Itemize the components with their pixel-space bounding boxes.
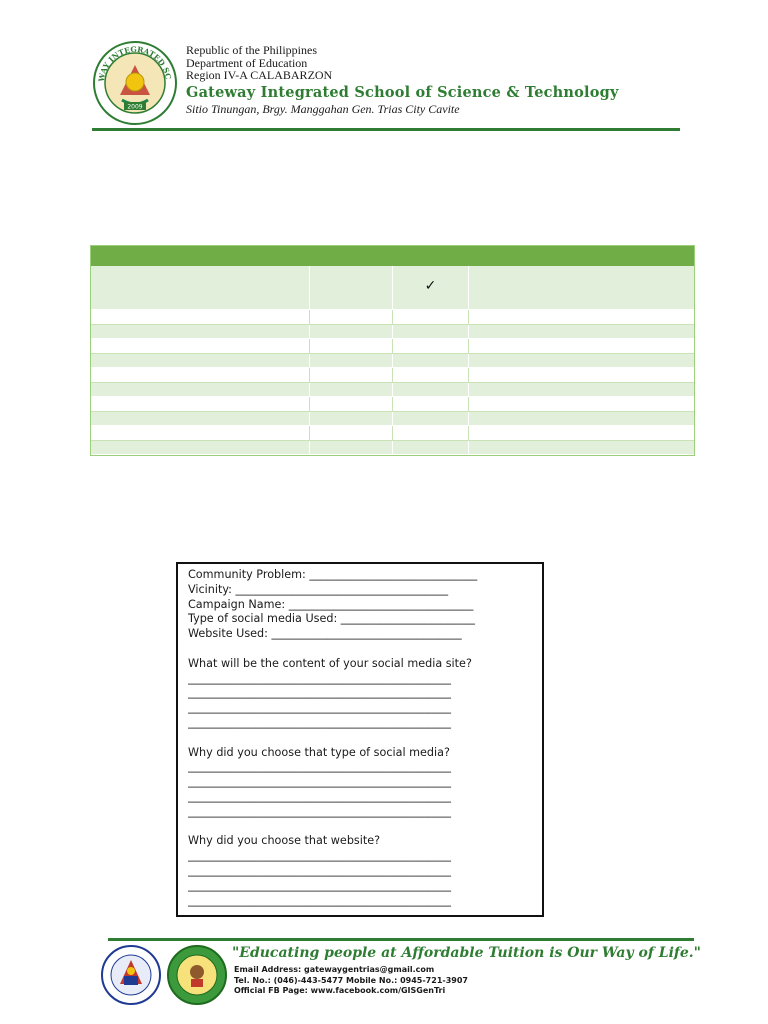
table-header	[91, 246, 694, 266]
phone-numbers: Tel. No.: (046)-443-5477 Mobile No.: 0945-721-3907	[234, 975, 468, 985]
data-table	[90, 245, 695, 456]
social-media-type-field[interactable]: Type of social media Used: ________________________	[188, 612, 476, 626]
answer-line[interactable]: _______________________________________________	[188, 701, 451, 715]
answer-line[interactable]: _______________________________________________	[188, 863, 451, 877]
website-used-field[interactable]: Website Used: __________________________________	[188, 627, 462, 641]
department-line: Department of Education	[186, 55, 308, 70]
answer-line[interactable]: _______________________________________________	[188, 878, 451, 892]
answer-line[interactable]: _______________________________________________	[188, 686, 451, 700]
answer-line[interactable]: _______________________________________________	[188, 804, 451, 818]
question-social-media: Why did you choose that type of social media?	[188, 745, 450, 759]
answer-line[interactable]: _______________________________________________	[188, 671, 451, 685]
school-name: Gateway Integrated School of Science & Technology	[186, 83, 619, 101]
question-website: Why did you choose that website?	[188, 834, 381, 848]
answer-line[interactable]: _______________________________________________	[188, 775, 451, 789]
contact-info	[234, 965, 468, 997]
table-row	[91, 397, 694, 412]
campaign-form	[176, 562, 544, 917]
campaign-name-field[interactable]: Campaign Name: _________________________________	[188, 597, 474, 611]
school-seal	[166, 944, 228, 1006]
table-row	[91, 383, 694, 398]
republic-line: Republic of the Philippines	[186, 43, 317, 57]
facebook-page: Official FB Page: www.facebook.com/GISGenTri	[234, 986, 446, 995]
community-problem-field[interactable]: Community Problem: ______________________________	[188, 568, 478, 581]
answer-line[interactable]: _______________________________________________	[188, 849, 451, 863]
table-row	[91, 325, 694, 340]
logo-text: WAY INTEGRATED SC	[96, 44, 173, 83]
header-divider	[92, 128, 680, 131]
school-motto: "Educating people at Affordable Tuition is Our Way of Life."	[232, 945, 701, 961]
answer-line[interactable]: _______________________________________________	[188, 789, 451, 803]
table-row	[91, 412, 694, 427]
school-address: Sitio Tinungan, Brgy. Manggahan Gen. Trias City Cavite	[186, 101, 460, 116]
table-row	[91, 339, 694, 354]
answer-line[interactable]: _______________________________________________	[188, 715, 451, 729]
footer-divider	[108, 938, 694, 941]
logo-year: 2009	[127, 103, 143, 111]
table-row	[91, 426, 694, 441]
table-row	[91, 310, 694, 325]
vicinity-field[interactable]: Vicinity: ______________________________________	[188, 582, 449, 596]
table-row	[91, 441, 694, 456]
check-icon: ✓	[424, 278, 437, 294]
school-logo	[92, 40, 178, 126]
letterhead	[186, 44, 619, 116]
table-row	[91, 354, 694, 369]
table-row	[91, 368, 694, 383]
question-content: What will be the content of your social media site?	[188, 656, 472, 670]
answer-line[interactable]: _______________________________________________	[188, 760, 451, 774]
deped-seal	[100, 944, 162, 1006]
email-address: Email Address: gatewaygentrias@gmail.com	[234, 965, 435, 974]
table-subheader-row	[91, 266, 694, 310]
answer-line[interactable]: _______________________________________________	[188, 893, 451, 907]
region-line: Region IV-A CALABARZON	[186, 68, 333, 82]
